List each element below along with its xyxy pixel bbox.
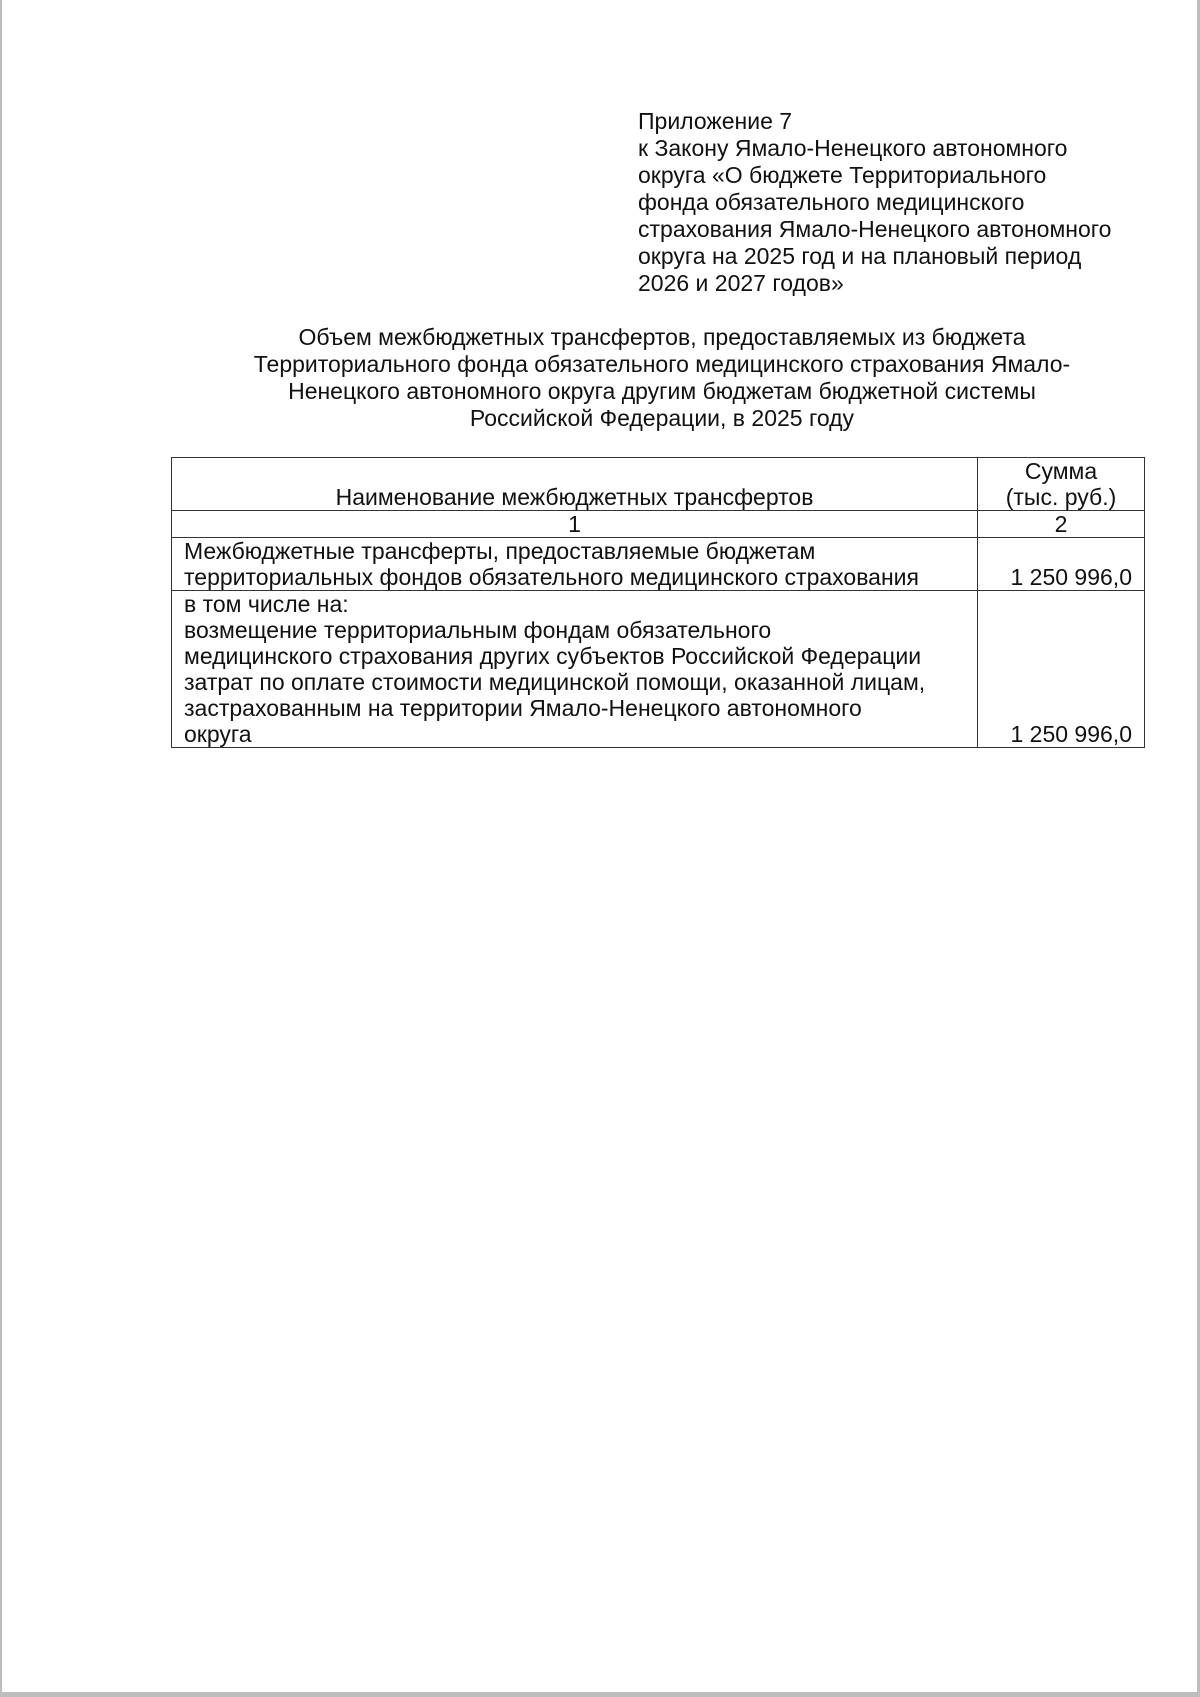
name-line: медицинского страхования других субъектов Российской Федерации bbox=[184, 643, 922, 669]
header-sum bbox=[978, 458, 1145, 511]
name-line: в том числе на: bbox=[184, 591, 349, 617]
name-line: возмещение территориальным фондам обязательного bbox=[184, 617, 772, 643]
appendix-line: 2026 и 2027 годов» bbox=[638, 270, 844, 296]
column-number: 1 bbox=[172, 511, 978, 538]
header-sum-unit: (тыс. руб.) bbox=[1005, 484, 1117, 510]
title-line: Ненецкого автономного округа другим бюджетам бюджетной системы bbox=[288, 378, 1036, 404]
title-line: Объем межбюджетных трансфертов, предоставляемых из бюджета bbox=[298, 324, 1026, 350]
appendix-line: страхования Ямало-Ненецкого автономного bbox=[638, 216, 1112, 242]
column-number: 2 bbox=[978, 511, 1145, 538]
document-page bbox=[2, 0, 1197, 1692]
name-line: застрахованным на территории Ямало-Ненецкого автономного bbox=[184, 695, 862, 721]
document-title bbox=[172, 324, 1152, 432]
transfer-amount: 1 250 996,0 bbox=[978, 538, 1145, 591]
appendix-caption bbox=[638, 108, 1138, 297]
table-row bbox=[172, 591, 1145, 748]
appendix-line: округа «О бюджете Территориального bbox=[638, 162, 1047, 188]
header-name: Наименование межбюджетных трансфертов bbox=[172, 458, 978, 511]
transfer-name bbox=[172, 538, 978, 591]
name-line: затрат по оплате стоимости медицинской помощи, оказанной лицам, bbox=[184, 669, 926, 695]
header-sum-line: Сумма bbox=[1024, 458, 1098, 484]
title-line: Российской Федерации, в 2025 году bbox=[469, 405, 855, 431]
name-line: округа bbox=[184, 721, 252, 747]
table-header-row bbox=[172, 458, 1145, 511]
appendix-line: фонда обязательного медицинского bbox=[638, 189, 1025, 215]
name-line: Межбюджетные трансферты, предоставляемые бюджетам bbox=[184, 538, 816, 564]
appendix-line: округа на 2025 год и на плановый период bbox=[638, 243, 1082, 269]
transfers-table bbox=[171, 457, 1145, 748]
column-number-row bbox=[172, 511, 1145, 538]
transfer-amount: 1 250 996,0 bbox=[978, 591, 1145, 748]
appendix-line: к Закону Ямало-Ненецкого автономного bbox=[638, 135, 1068, 161]
name-line: территориальных фондов обязательного медицинского страхования bbox=[184, 564, 919, 590]
title-line: Территориального фонда обязательного медицинского страхования Ямало- bbox=[253, 351, 1071, 377]
table-row bbox=[172, 538, 1145, 591]
transfer-name bbox=[172, 591, 978, 748]
appendix-line: Приложение 7 bbox=[638, 108, 793, 134]
